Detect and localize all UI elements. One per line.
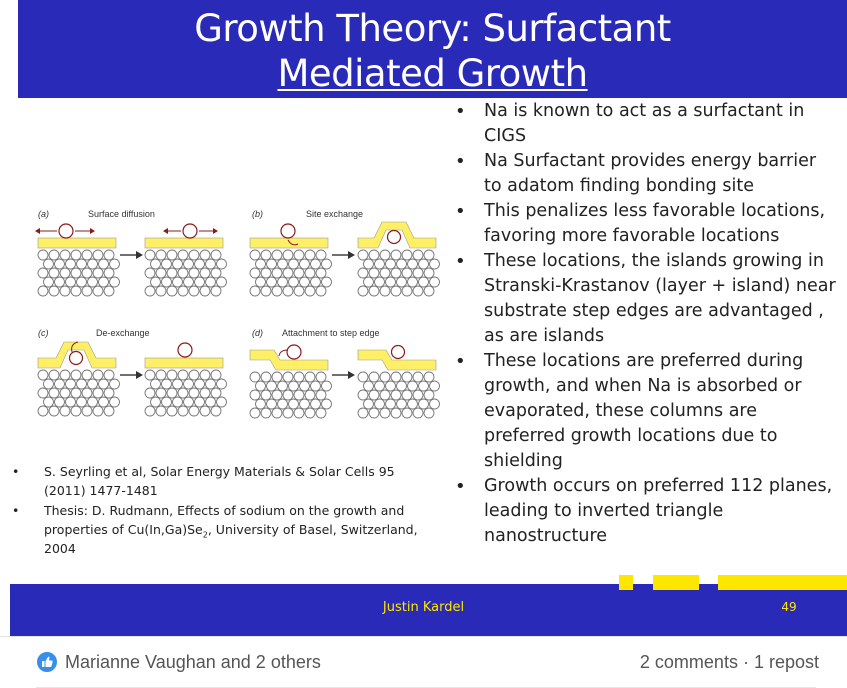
reposts-link[interactable]: 1 repost bbox=[753, 652, 819, 672]
slide-number: 49 bbox=[781, 600, 797, 614]
slide-title bbox=[18, 6, 847, 96]
bullet-item: • These locations are preferred during growth, and when Na is absorbed or evaporated, these columns are preferred growth locations due to shielding bbox=[452, 349, 837, 474]
footer-accent bbox=[653, 575, 699, 590]
panel-d-label: Attachment to step edge bbox=[282, 328, 380, 338]
separator-dot: · bbox=[737, 652, 754, 672]
footer-accent bbox=[619, 575, 633, 590]
engagement-counts bbox=[640, 652, 819, 673]
footer-author: Justin Kardel bbox=[382, 600, 465, 615]
bullet-list bbox=[452, 99, 837, 549]
bullet-item: • This penalizes less favorable locations, favoring more favorable locations bbox=[452, 199, 837, 249]
reference-item: • S. Seyrling et al, Solar Energy Materials & Solar Cells 95 (2011) 1477-1481 bbox=[8, 462, 428, 500]
bullet-item: • These locations, the islands growing in Stranski-Krastanov (layer + island) near substrate step edges are advantaged , as are islands bbox=[452, 249, 837, 349]
reactions-summary[interactable] bbox=[36, 651, 321, 673]
panel-c-letter: (c) bbox=[38, 328, 49, 338]
comments-link[interactable]: 2 comments bbox=[639, 652, 738, 672]
thumbs-up-icon bbox=[36, 651, 58, 673]
bullet-item: • Na Surfactant provides energy barrier to adatom finding bonding site bbox=[452, 149, 837, 199]
panel-b-label: Site exchange bbox=[306, 209, 364, 219]
title-line-2: Mediated Growth bbox=[277, 52, 588, 95]
panel-c-label: De-exchange bbox=[96, 328, 150, 338]
reactions-text: Marianne Vaughan and 2 others bbox=[65, 651, 321, 672]
title-line-1: Growth Theory: Surfactant bbox=[194, 7, 671, 50]
reference-list bbox=[8, 462, 428, 559]
bullet-item: • Na is known to act as a surfactant in CIGS bbox=[452, 99, 837, 149]
panel-a-label: Surface diffusion bbox=[88, 209, 155, 219]
bullet-item: • Growth occurs on preferred 112 planes, leading to inverted triangle nanostructure bbox=[452, 474, 837, 549]
footer-accent bbox=[718, 575, 847, 590]
surfactant-diagram bbox=[30, 200, 445, 430]
social-bar bbox=[0, 637, 847, 688]
reference-item: • Thesis: D. Rudmann, Effects of sodium on the growth and properties of $Cu(In,Ga)Se_2$, University of Basel, Switzerland, 2004 bbox=[8, 501, 428, 558]
panel-b-letter: (b) bbox=[252, 209, 263, 219]
panel-d-letter: (d) bbox=[252, 328, 263, 338]
panel-a-letter: (a) bbox=[38, 209, 49, 219]
